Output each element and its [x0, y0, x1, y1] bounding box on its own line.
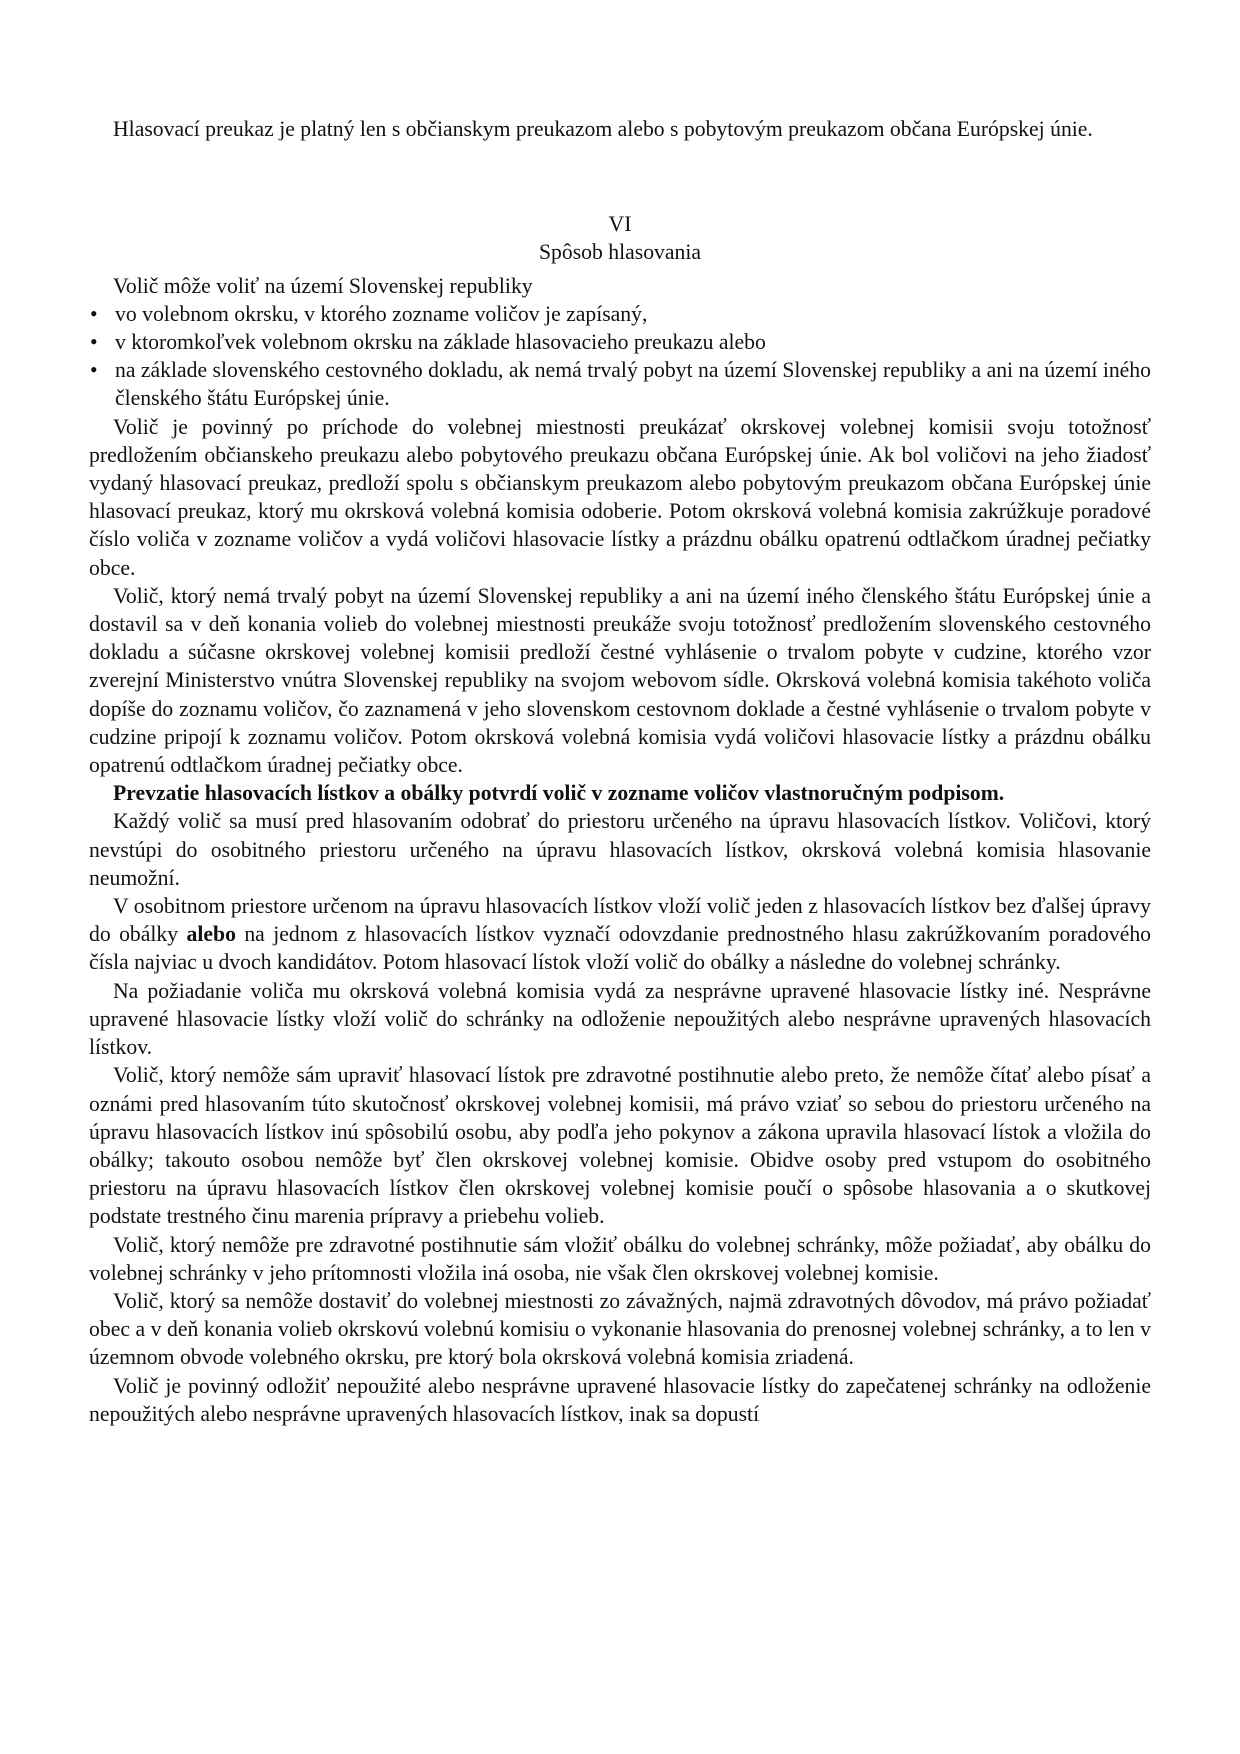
list-item-text: na základe slovenského cestovného dokladu, ak nemá trvalý pobyt na území Slovenskej republiky a ani na území iného členského štátu Európskej únie.: [115, 358, 1151, 411]
list-item: [89, 356, 1151, 412]
ballot-marking-text-start: V osobitnom priestore určenom na úpravu hlasovacích lístkov vloží volič jeden z hlasovacích lístkov bez ďalšej úpravy do obálky: [89, 894, 1151, 947]
list-item: [89, 300, 1151, 328]
paragraph-envelope-assistance: Volič, ktorý nemôže pre zdravotné postihnutie sám vložiť obálku do volebnej schránky, môže požiadať, aby obálku do volebnej schránky v jeho prítomnosti vložila iná osoba, nie však člen okrskovej volebnej komisie.: [89, 1232, 1151, 1285]
list-item-text: v ktoromkoľvek volebnom okrsku na základe hlasovacieho preukazu alebo: [115, 330, 766, 355]
section-number: VI: [608, 212, 632, 237]
paragraph-signature-confirmation: Prevzatie hlasovacích lístkov a obálky potvrdí volič v zozname voličov vlastnoručným podpisom.: [113, 781, 1005, 806]
paragraph-unused-ballots: Volič je povinný odložiť nepoužité alebo nesprávne upravené hlasovacie lístky do zapečatenej schránky na odloženie nepoužitých alebo nesprávne upravených hlasovacích lístkov, inak sa dopustí: [89, 1373, 1151, 1426]
bullet-icon: •: [90, 330, 98, 355]
ballot-marking-text-end: na jednom z hlasovacích lístkov vyznačí odovzdanie prednostného hlasu zakrúžkovaním poradového čísla najviac u dvoch kandidátov. Potom hlasovací lístok vloží volič do obálky a následne do volebnej schránky.: [89, 922, 1152, 975]
ballot-marking-emphasis: alebo: [186, 922, 236, 947]
paragraph-portable-ballot-box: Volič, ktorý sa nemôže dostaviť do volebnej miestnosti zo závažných, najmä zdravotných dôvodov, má právo požiadať obec a v deň konania volieb okrskovú volebnú komisiu o vykonanie hlasovania do prenosnej volebnej schránky, a to len v územnom obvode volebného okrsku, pre ktorý bola okrsková volebná komisia zriadená.: [89, 1288, 1151, 1370]
paragraph-voting-booth: Každý volič sa musí pred hlasovaním odobrať do priestoru určeného na úpravu hlasovacích lístkov. Voličovi, ktorý nevstúpi do osobitného priestoru určeného na úpravu hlasovacích lístkov, okrsková volebná komisia hlasovanie neumožní.: [89, 809, 1151, 890]
list-item-text: vo volebnom okrsku, v ktorého zozname voličov je zapísaný,: [115, 301, 648, 326]
bullet-icon: •: [90, 301, 98, 326]
voting-places-list: [89, 300, 1151, 413]
document-page: [89, 115, 1151, 1428]
bullet-icon: •: [90, 358, 98, 383]
section-title: Spôsob hlasovania: [538, 240, 702, 265]
list-item: [89, 328, 1151, 356]
voting-places-intro: Volič môže voliť na území Slovenskej republiky: [113, 273, 533, 298]
paragraph-foreign-resident: Volič, ktorý nemá trvalý pobyt na území Slovenskej republiky a ani na území iného členského štátu Európskej únie a dostavil sa v deň konania volieb do volebnej miestnosti preukáže svoju totožnosť predložením slovenského cestovného dokladu a súčasne okrskovej volebnej komisii predloží čestné vyhlásenie o trvalom pobyte v cudzine, ktorého vzor zverejní Ministerstvo vnútra Slovenskej republiky na svojom webovom sídle. Okrsková volebná komisia takéhoto voliča dopíše do zoznamu voličov, čo zaznamená v jeho slovenskom cestovnom doklade a čestné vyhlásenie o trvalom pobyte v cudzine pripojí k zoznamu voličov. Potom okrsková volebná komisia vydá voličovi hlasovacie lístky a prázdnu obálku opatrenú odtlačkom úradnej pečiatky obce.: [89, 583, 1151, 778]
paragraph-replacement-ballots: Na požiadanie voliča mu okrsková volebná komisia vydá za nesprávne upravené hlasovacie lístky iné. Nesprávne upravené hlasovacie lístky vloží volič do schránky na odloženie nepoužitých alebo nesprávne upravených hlasovacích lístkov.: [89, 978, 1151, 1060]
intro-paragraph: Hlasovací preukaz je platný len s občianskym preukazom alebo s pobytovým preukazom občana Európskej únie.: [113, 117, 1093, 141]
paragraph-assisted-voting: Volič, ktorý nemôže sám upraviť hlasovací lístok pre zdravotné postihnutie alebo preto, že nemôže čítať alebo písať a oznámi pred hlasovaním túto skutočnosť okrskovej volebnej komisii, má právo vziať so sebou do priestoru určeného na úpravu hlasovacích lístkov inú spôsobilú osobu, aby podľa jeho pokynov a zákona upravila hlasovací lístok a vložila do obálky; takouto osobou nemôže byť člen okrskovej volebnej komisie. Obidve osoby pred vstupom do osobitného priestoru na úpravu hlasovacích lístkov člen okrskovej volebnej komisie poučí o spôsobe hlasovania a o skutkovej podstate trestného činu marenia prípravy a priebehu volieb.: [89, 1063, 1151, 1229]
paragraph-identity-check: Volič je povinný po príchode do volebnej miestnosti preukázať okrskovej volebnej komisii svoju totožnosť predložením občianskeho preukazu alebo pobytového preukazu občana Európskej únie. Ak bol voličovi na jeho žiadosť vydaný hlasovací preukaz, predloží spolu s občianskym preukazom alebo pobytovým preukazom občana Európskej únie hlasovací preukaz, ktorý mu okrsková volebná komisia odoberie. Potom okrsková volebná komisia zakrúžkuje poradové číslo voliča v zozname voličov a vydá voličovi hlasovacie lístky a prázdnu obálku opatrenú odtlačkom úradnej pečiatky obce.: [89, 414, 1151, 580]
paragraph-ballot-marking: [89, 892, 1151, 977]
